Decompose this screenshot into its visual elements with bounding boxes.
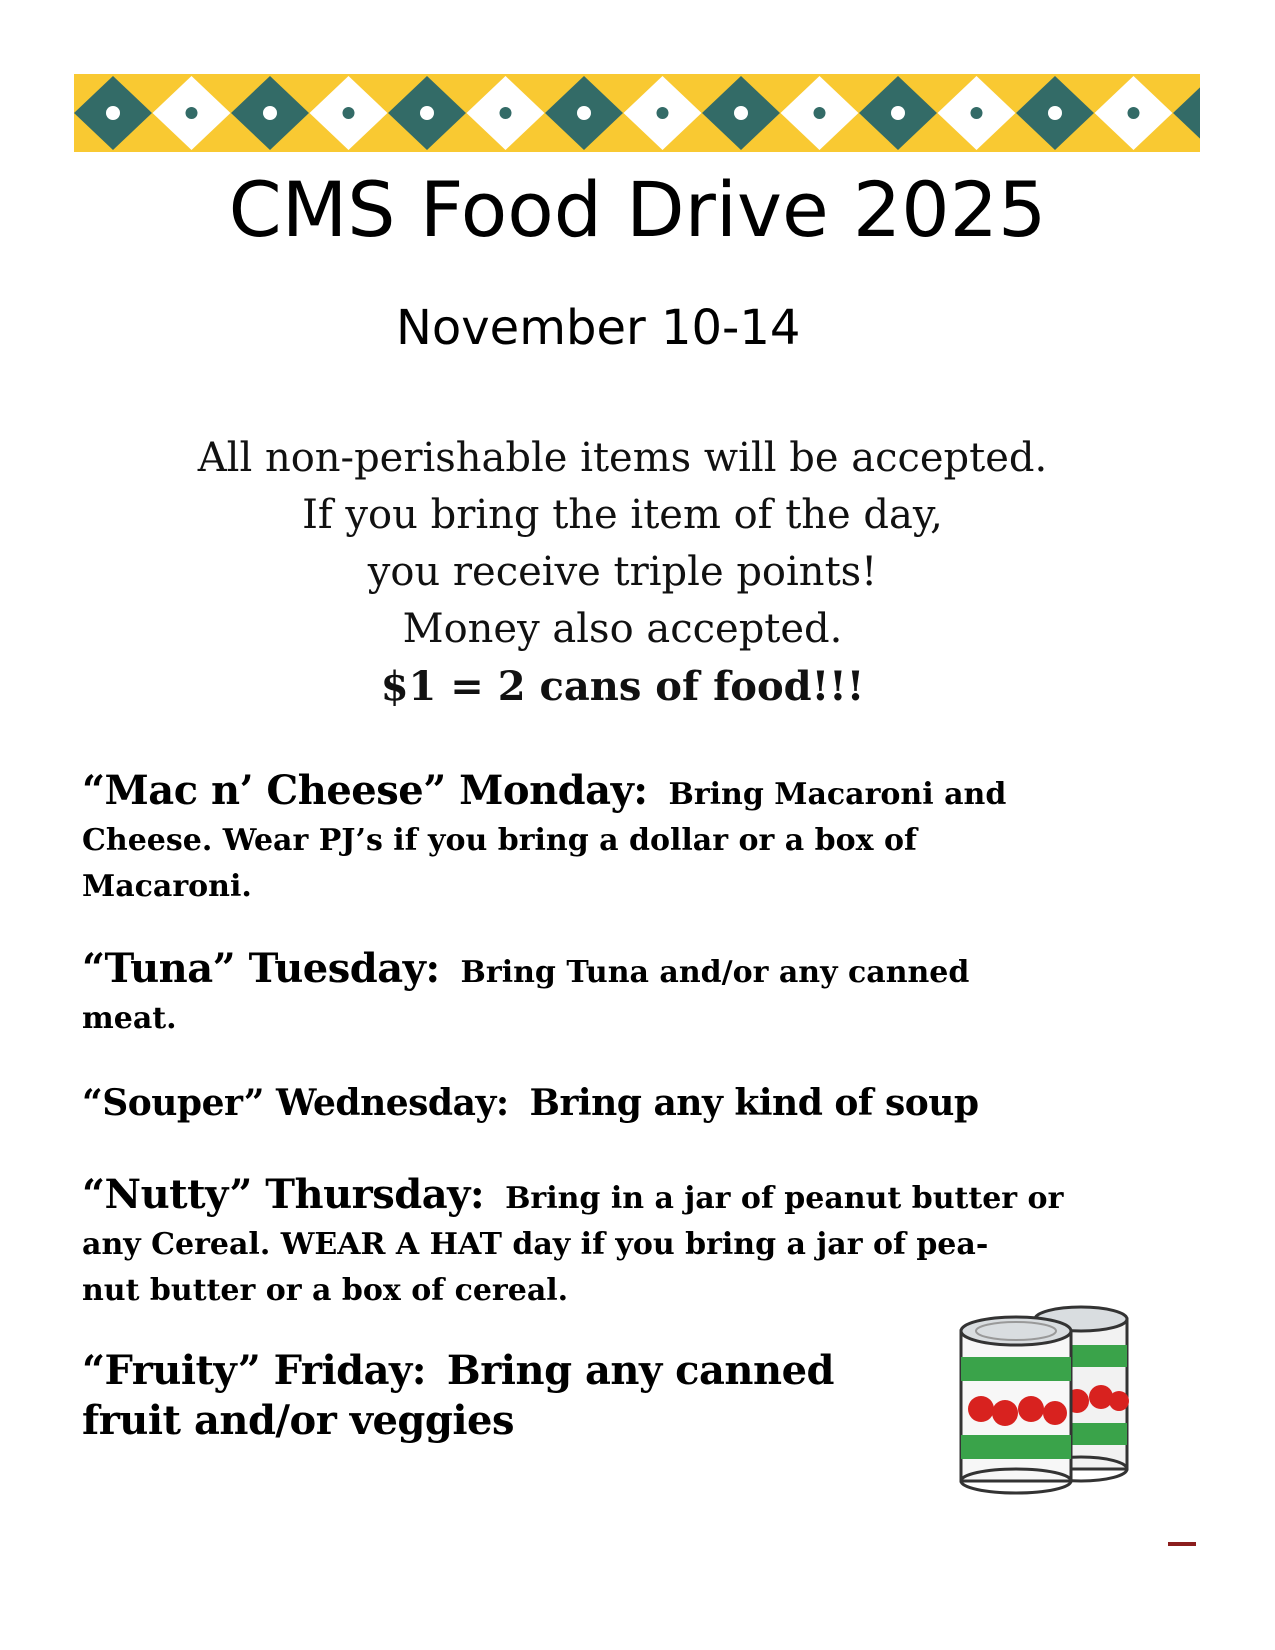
banner-dot xyxy=(186,107,198,119)
day-heading: “Mac n’ Cheese” Monday: xyxy=(82,767,648,814)
banner-dot xyxy=(814,107,826,119)
day-heading: “Souper” Wednesday: xyxy=(82,1082,509,1124)
day-heading: “Nutty” Thursday: xyxy=(82,1171,485,1218)
banner-dot xyxy=(1128,107,1140,119)
banner-dot xyxy=(657,107,669,119)
day-text: Macaroni. xyxy=(82,869,252,904)
page-title: CMS Food Drive 2025 xyxy=(228,165,1047,254)
diamond-pattern-banner xyxy=(74,74,1200,152)
banner-dot xyxy=(106,106,120,120)
day-text: Bring any kind of soup xyxy=(529,1082,979,1124)
diamond-pattern xyxy=(74,74,1200,152)
banner-dot xyxy=(263,106,277,120)
day-wednesday xyxy=(82,1080,1192,1129)
day-monday xyxy=(82,768,1192,910)
banner-dot xyxy=(1048,106,1062,120)
banner-dot xyxy=(500,107,512,119)
banner-dot xyxy=(420,106,434,120)
intro-line: If you bring the item of the day, xyxy=(302,492,943,538)
food-cans-icon xyxy=(955,1305,1165,1495)
banner-dot xyxy=(577,106,591,120)
intro-line-money: $1 = 2 cans of food!!! xyxy=(380,663,865,710)
day-tuesday xyxy=(82,946,1192,1042)
day-text: meat. xyxy=(82,1001,177,1036)
day-text: Bring Macaroni and xyxy=(668,777,1007,812)
event-dates: November 10-14 xyxy=(396,300,801,356)
banner-dot xyxy=(734,106,748,120)
intro-block xyxy=(0,430,1245,715)
intro-line: All non-perishable items will be accepted. xyxy=(197,435,1048,481)
intro-line: you receive triple points! xyxy=(367,549,878,595)
day-text: Cheese. Wear PJ’s if you bring a dollar or a box of xyxy=(82,823,917,858)
day-text: Bring in a jar of peanut butter or xyxy=(505,1181,1064,1216)
day-text: Bring any canned xyxy=(446,1347,834,1394)
day-thursday xyxy=(82,1172,1192,1314)
accent-mark xyxy=(1168,1542,1196,1546)
day-friday xyxy=(82,1348,862,1444)
banner-diamond xyxy=(1173,76,1200,150)
day-heading: “Tuna” Tuesday: xyxy=(82,945,440,992)
banner-dot xyxy=(971,107,983,119)
banner-dot xyxy=(891,106,905,120)
day-text: Bring Tuna and/or any canned xyxy=(460,955,970,990)
day-text: fruit and/or veggies xyxy=(82,1397,515,1444)
day-text: nut butter or a box of cereal. xyxy=(82,1273,569,1308)
banner-dot xyxy=(343,107,355,119)
day-heading: “Fruity” Friday: xyxy=(82,1347,427,1394)
day-text: any Cereal. WEAR A HAT day if you bring a jar of pea- xyxy=(82,1227,989,1262)
intro-line: Money also accepted. xyxy=(402,606,843,652)
